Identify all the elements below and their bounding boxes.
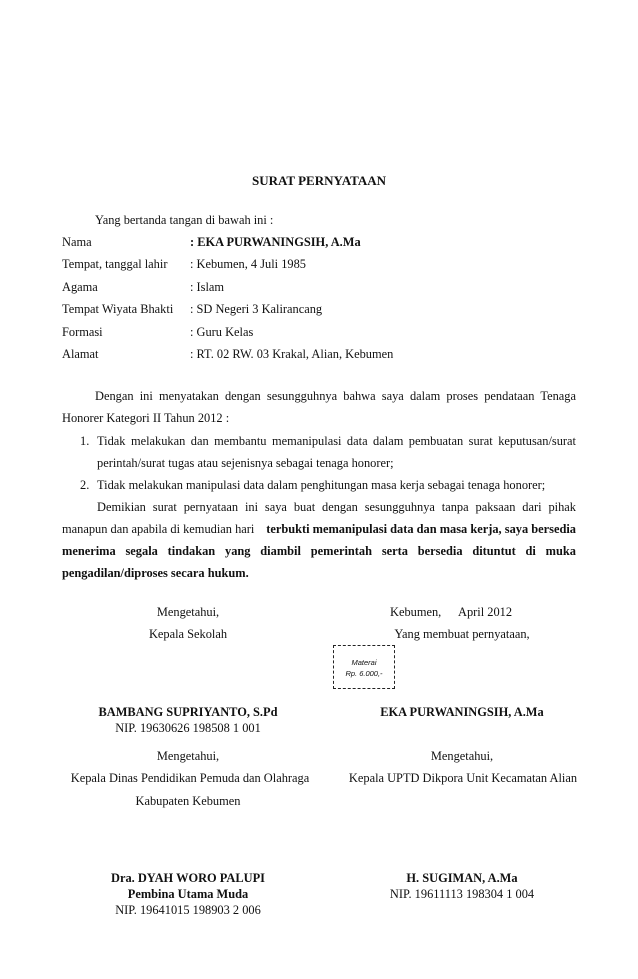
sig2-left-name: Dra. DYAH WORO PALUPI [111,871,265,885]
field-value-agama: : Islam [190,280,225,294]
sig2-right-role: Kepala UPTD Dikpora Unit Kecamatan Alian [348,771,578,785]
sig-right-role: Yang membuat pernyataan, [394,627,530,641]
sig2-right-nip: NIP. 19611113 198304 1 004 [389,887,535,901]
closing-line2-bold: terbukti memanipulasi data dan masa kerja, saya bersedia [266,522,576,536]
sig2-right-known: Mengetahui, [430,749,494,763]
sig2-left-known: Mengetahui, [156,749,220,763]
item1-number: 1. [80,434,90,448]
closing-line2-plain: manapun dan apabila di kemudian hari [62,522,255,536]
para1-line1: Dengan ini menyatakan dengan sesungguhnya bahwa saya dalam proses pendataan Tenaga [95,389,576,403]
field-label-agama: Agama [62,280,98,294]
duty-stamp-box [333,645,395,689]
item2-line1: Tidak melakukan manipulasi data dalam penghitungan masa kerja sebagai tenaga honorer; [97,478,546,492]
field-label-ttl: Tempat, tanggal lahir [62,257,168,271]
closing-line2 [62,522,576,537]
para1-line2: Honorer Kategori II Tahun 2012 : [62,411,230,425]
closing-line3: menerima segala tindakan yang diambil pemerintah serta bersedia dituntut di muka [62,544,576,558]
closing-line4: pengadilan/diproses secara hukum. [62,566,249,580]
sig-right-name: EKA PURWANINGSIH, A.Ma [380,705,544,719]
letter-title: SURAT PERNYATAAN [252,173,386,188]
field-value-ttl: : Kebumen, 4 Juli 1985 [190,257,306,271]
field-label-nama: Nama [62,235,92,249]
sig2-left-rank: Pembina Utama Muda [127,887,249,901]
field-label-formasi: Formasi [62,325,103,339]
field-label-wiyata: Tempat Wiyata Bhakti [62,302,174,316]
stamp-line1: Materai [351,658,377,667]
item2-number: 2. [80,478,90,492]
sig2-right-name: H. SUGIMAN, A.Ma [406,871,518,885]
item1-line2: perintah/surat tugas atau sejenisnya sebagai tenaga honorer; [97,456,394,470]
sig2-left-nip: NIP. 19641015 198903 2 006 [115,903,261,917]
field-label-alamat: Alamat [62,347,99,361]
sig-right-date: April 2012 [458,605,513,619]
stamp-line2: Rp. 6.000,- [345,669,383,678]
sig-right-place: Kebumen, [390,605,442,619]
sig-left-nip: NIP. 19630626 198508 1 001 [115,721,261,735]
field-value-alamat: : RT. 02 RW. 03 Krakal, Alian, Kebumen [190,347,394,361]
sig2-left-role2: Kabupaten Kebumen [135,794,241,808]
sig2-left-role1: Kepala Dinas Pendidikan Pemuda dan Olahraga [70,771,310,785]
sig-left-role: Kepala Sekolah [148,627,228,641]
field-value-formasi: : Guru Kelas [190,325,254,339]
intro-text: Yang bertanda tangan di bawah ini : [95,213,274,227]
field-value-nama: : EKA PURWANINGSIH, A.Ma [190,235,361,249]
item1-line1: Tidak melakukan dan membantu memanipulasi data dalam pembuatan surat keputusan/surat [97,434,576,448]
sig-left-name: BAMBANG SUPRIYANTO, S.Pd [98,705,278,719]
closing-line1: Demikian surat pernyataan ini saya buat dengan sesungguhnya tanpa paksaan dari pihak [97,500,576,514]
sig-left-known: Mengetahui, [156,605,220,619]
field-value-wiyata: : SD Negeri 3 Kalirancang [190,302,323,316]
